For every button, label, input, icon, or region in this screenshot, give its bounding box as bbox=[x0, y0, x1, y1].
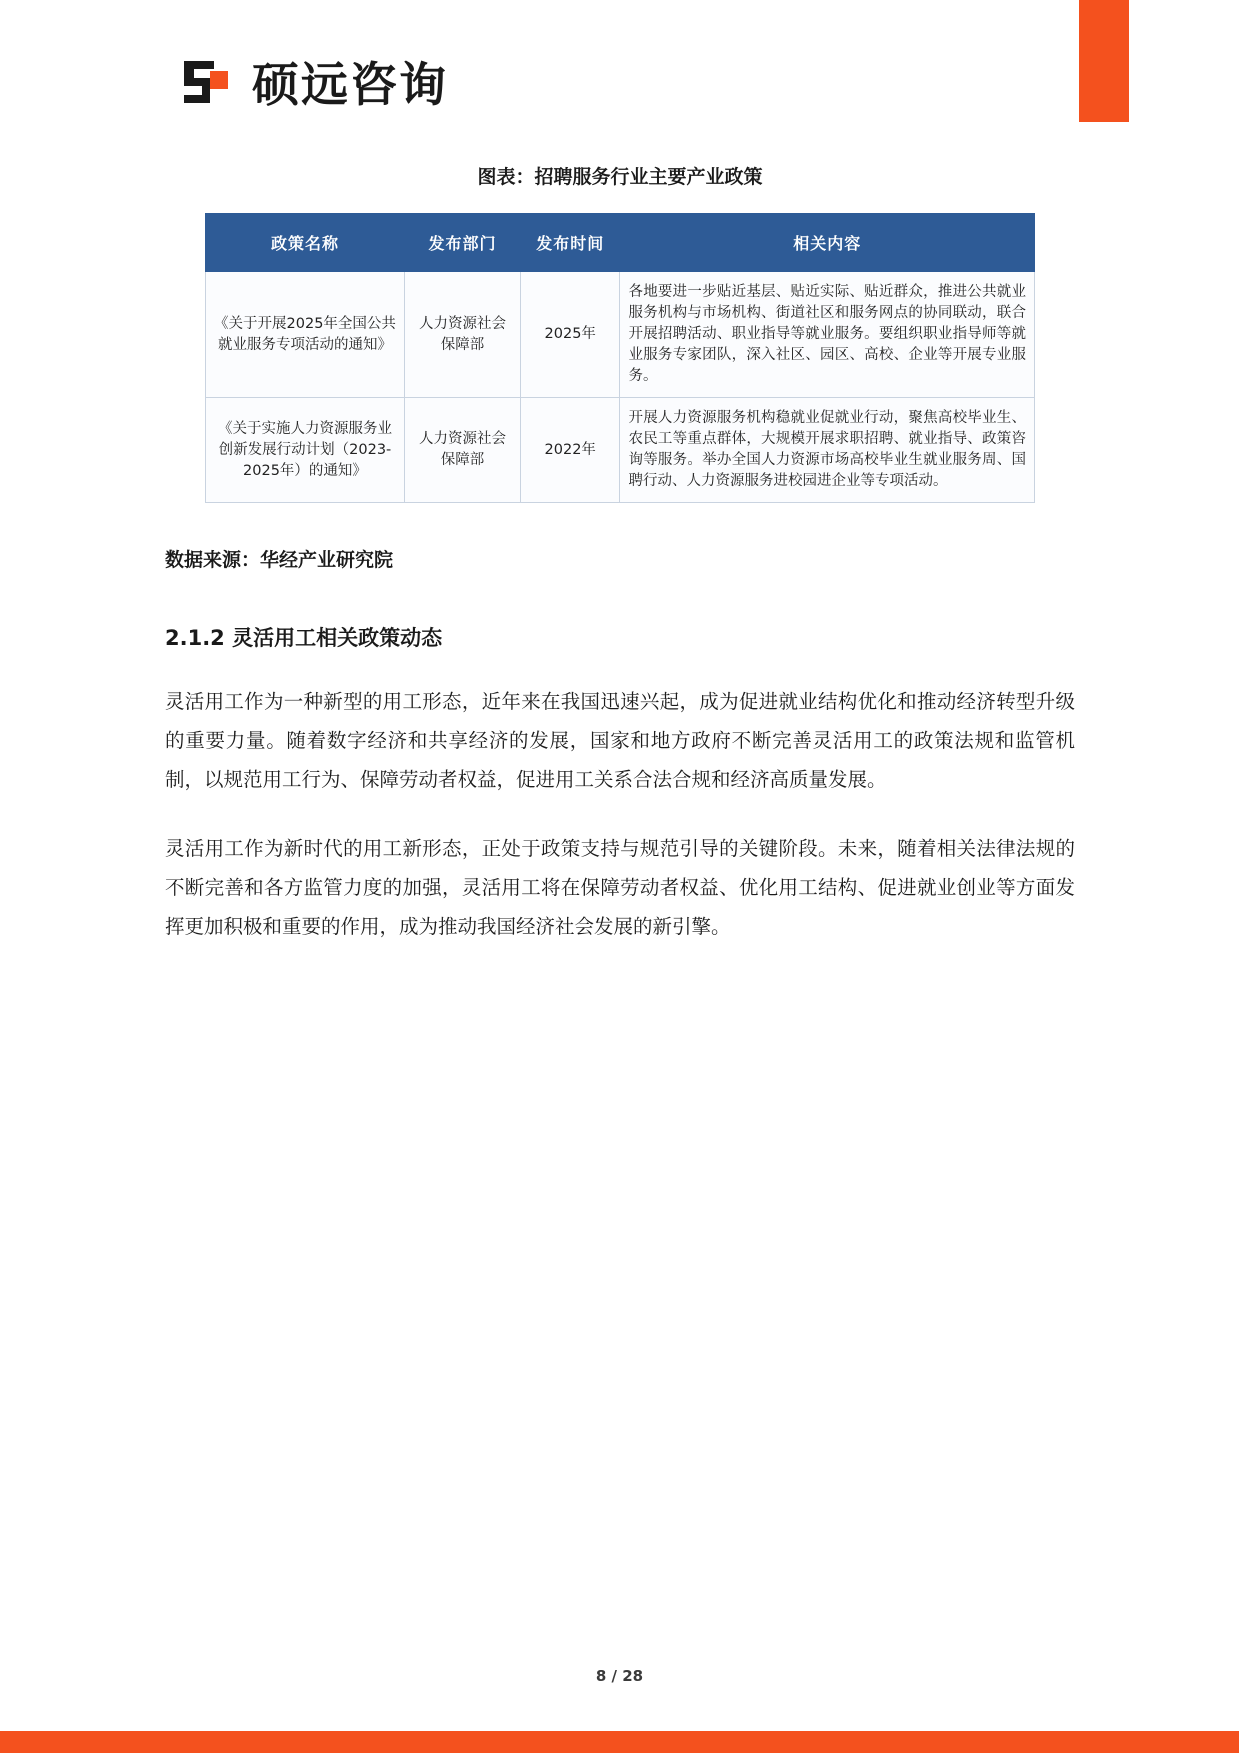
column-header-date: 发布时间 bbox=[521, 214, 620, 272]
cell-policy-name: 《关于开展2025年全国公共就业服务专项活动的通知》 bbox=[206, 272, 405, 398]
cell-content: 各地要进一步贴近基层、贴近实际、贴近群众，推进公共就业服务机构与市场机构、街道社区和服务网点的协同联动，联合开展招聘活动、职业指导等就业服务。要组织职业指导师等就业服务专家团队，深入社区、园区、高校、企业等开展专业服务。 bbox=[620, 272, 1035, 398]
decorative-orange-bar-bottom bbox=[0, 1731, 1239, 1753]
body-paragraph: 灵活用工作为一种新型的用工形态，近年来在我国迅速兴起，成为促进就业结构优化和推动经济转型升级的重要力量。随着数字经济和共享经济的发展，国家和地方政府不断完善灵活用工的政策法规和监管机制，以规范用工行为、保障劳动者权益，促进用工关系合法合规和经济高质量发展。 bbox=[165, 690, 1075, 792]
figure-title: 图表：招聘服务行业主要产业政策 bbox=[477, 166, 763, 188]
cell-content: 开展人力资源服务机构稳就业促就业行动，聚焦高校毕业生、农民工等重点群体，大规模开展求职招聘、就业指导、政策咨询等服务。举办全国人力资源市场高校毕业生就业服务周、国聘行动、人力资源服务进校园进企业等专项活动。 bbox=[620, 398, 1035, 503]
section-heading: 2.1.2 灵活用工相关政策动态 bbox=[165, 626, 443, 651]
page-content bbox=[165, 150, 1075, 966]
cell-policy-name: 《关于实施人力资源服务业创新发展行动计划（2023-2025年）的通知》 bbox=[206, 398, 405, 503]
column-header-content: 相关内容 bbox=[620, 214, 1035, 272]
cell-department: 人力资源社会保障部 bbox=[404, 272, 520, 398]
table-row bbox=[206, 398, 1035, 503]
policy-table-container bbox=[165, 213, 1075, 503]
cell-department: 人力资源社会保障部 bbox=[404, 398, 520, 503]
policy-table bbox=[205, 213, 1035, 503]
company-name: 硕远咨询 bbox=[252, 58, 448, 113]
column-header-department: 发布部门 bbox=[404, 214, 520, 272]
body-paragraph: 灵活用工作为新时代的用工新形态，正处于政策支持与规范引导的关键阶段。未来，随着相关法律法规的不断完善和各方监管力度的加强，灵活用工将在保障劳动者权益、优化用工结构、促进就业创业等方面发挥更加积极和重要的作用，成为推动我国经济社会发展的新引擎。 bbox=[165, 837, 1075, 939]
table-row bbox=[206, 272, 1035, 398]
table-header-row bbox=[206, 214, 1035, 272]
page-number: 8 / 28 bbox=[595, 1667, 644, 1685]
cell-date: 2022年 bbox=[521, 398, 620, 503]
company-logo-icon bbox=[180, 55, 234, 109]
data-source-line: 数据来源：华经产业研究院 bbox=[165, 549, 394, 572]
decorative-orange-block-top bbox=[1079, 0, 1129, 122]
document-header bbox=[180, 48, 448, 115]
cell-date: 2025年 bbox=[521, 272, 620, 398]
column-header-policy-name: 政策名称 bbox=[206, 214, 405, 272]
